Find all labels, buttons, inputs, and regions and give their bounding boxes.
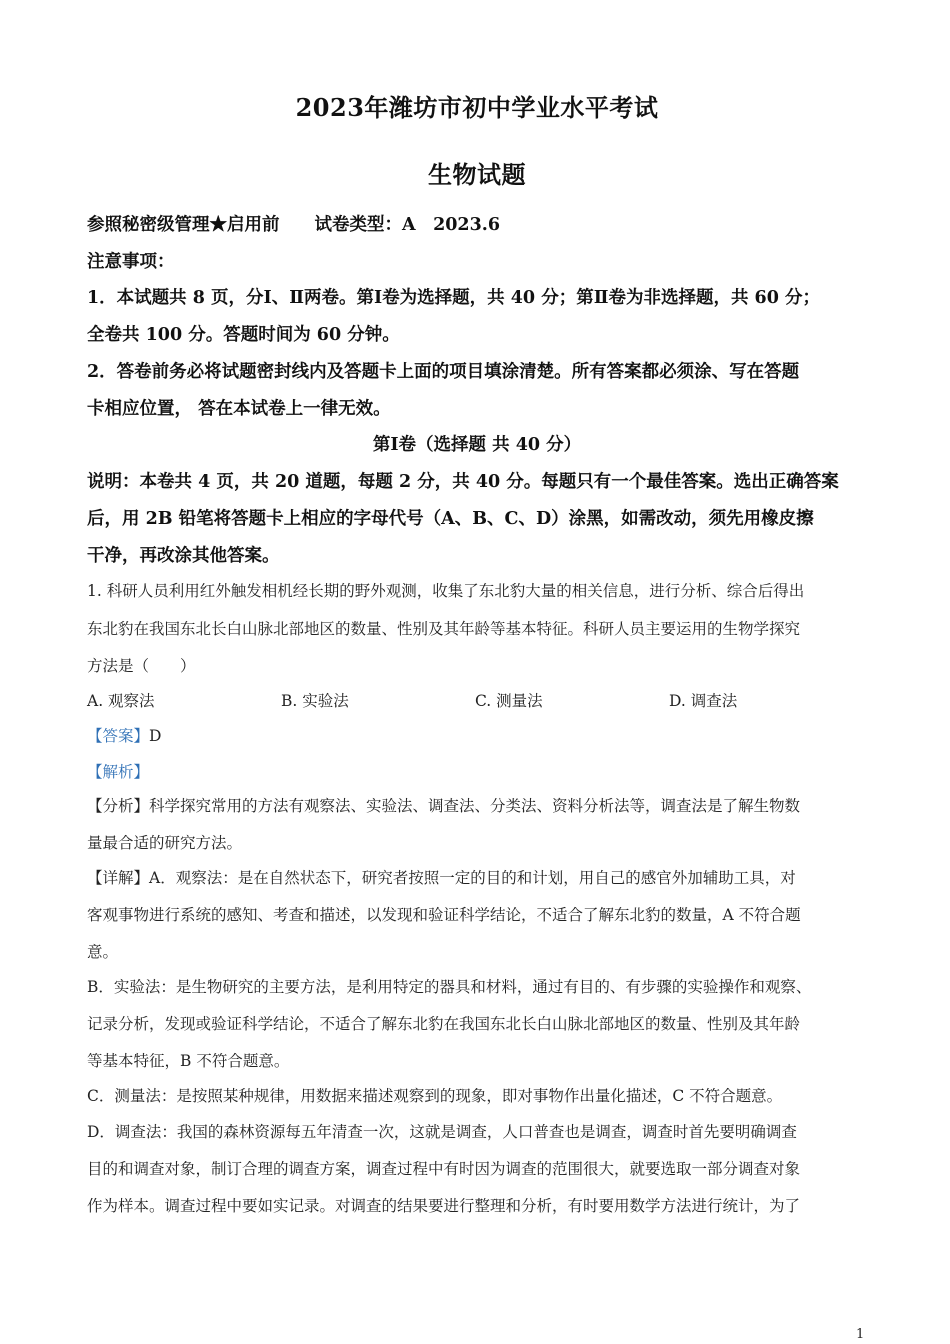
section-desc-line-1: 说明：本卷共 4 页，共 20 道题，每题 2 分，共 40 分。每题只有一个最佳答案。选出正确答案 <box>87 472 839 492</box>
question-1-stem-line-2: 东北豹在我国东北长白山脉北部地区的数量、性别及其年龄等基本特征。科研人员主要运用的生物学探究 <box>87 620 801 638</box>
analysis-detail-b-line-3: 等基本特征，B 不符合题意。 <box>87 1052 290 1070</box>
secret-level-line: 参照秘密级管理★启用前 试卷类型：A 2023.6 <box>87 215 501 235</box>
option-b: B. 实验法 <box>281 692 349 710</box>
question-1-stem-line-1: 1. 科研人员利用红外触发相机经长期的野外观测，收集了东北豹大量的相关信息，进行分析、综合后得出 <box>87 582 805 600</box>
analysis-detail-b-line-2: 记录分析，发现或验证科学结论，不适合了解东北豹在我国东北长白山脉北部地区的数量、性别及其年龄 <box>87 1015 801 1033</box>
section-desc-line-3: 干净，再改涂其他答案。 <box>87 546 280 566</box>
notice-item-2-line-2: 卡相应位置， 答在本试卷上一律无效。 <box>87 399 391 419</box>
option-a: A. 观察法 <box>87 692 155 710</box>
analysis-fenxi-line-1: 【分析】科学探究常用的方法有观察法、实验法、调查法、分类法、资料分析法等，调查法是了解生物数 <box>87 797 801 815</box>
analysis-detail-d-line-2: 目的和调查对象，制订合理的调查方案，调查过程中有时因为调查的范围很大，就要选取一部分调查对象 <box>87 1160 801 1178</box>
analysis-detail-a-line-1: 【详解】A．观察法：是在自然状态下，研究者按照一定的目的和计划，用自己的感官外加辅助工具，对 <box>87 869 796 887</box>
answer-tag: 【答案】 <box>87 727 150 745</box>
answer-line <box>87 724 867 746</box>
analysis-detail-a-line-2: 客观事物进行系统的感知、考查和描述，以发现和验证科学结论，不适合了解东北豹的数量，A 不符合题 <box>87 906 801 924</box>
analysis-detail-d-line-1: D．调查法：我国的森林资源每五年清查一次，这就是调查，人口普查也是调查，调查时首先要明确调查 <box>87 1123 797 1141</box>
option-c: C. 测量法 <box>475 692 543 710</box>
notice-item-1-line-1: 1．本试题共 8 页，分Ⅰ、Ⅱ两卷。第Ⅰ卷为选择题，共 40 分；第Ⅱ卷为非选择题，共 60 分； <box>87 288 820 308</box>
analysis-detail-b-line-1: B．实验法：是生物研究的主要方法，是利用特定的器具和材料，通过有目的、有步骤的实验操作和观察、 <box>87 978 812 996</box>
exam-title: 2023年潍坊市初中学业水平考试 <box>295 93 659 122</box>
question-1-stem-line-3: 方法是（ ） <box>87 657 196 675</box>
exam-subtitle: 生物试题 <box>428 160 526 189</box>
analysis-fenxi-line-2: 量最合适的研究方法。 <box>87 834 243 852</box>
analysis-detail-c-line-1: C．测量法：是按照某种规律，用数据来描述观察到的现象，即对事物作出量化描述，C 不符合题意。 <box>87 1087 783 1105</box>
section-heading: 第Ⅰ卷（选择题 共 40 分） <box>372 435 582 455</box>
notice-item-2-line-1: 2．答卷前务必将试题密封线内及答题卡上面的项目填涂清楚。所有答案都必须涂、写在答题 <box>87 362 800 382</box>
analysis-tag: 【解析】 <box>87 763 150 781</box>
notice-item-1-line-2: 全卷共 100 分。答题时间为 60 分钟。 <box>87 325 400 345</box>
page-number: 1 <box>856 1327 865 1342</box>
answer-value: D <box>149 727 162 745</box>
analysis-detail-d-line-3: 作为样本。调查过程中要如实记录。对调查的结果要进行整理和分析，有时要用数学方法进行统计，为了 <box>87 1197 801 1215</box>
notice-heading: 注意事项： <box>87 252 175 272</box>
option-d: D. 调查法 <box>669 692 738 710</box>
section-desc-line-2: 后，用 2B 铅笔将答题卡上相应的字母代号（A、B、C、D）涂黑，如需改动，须先用橡皮擦 <box>87 509 814 529</box>
analysis-detail-a-line-3: 意。 <box>87 943 119 961</box>
